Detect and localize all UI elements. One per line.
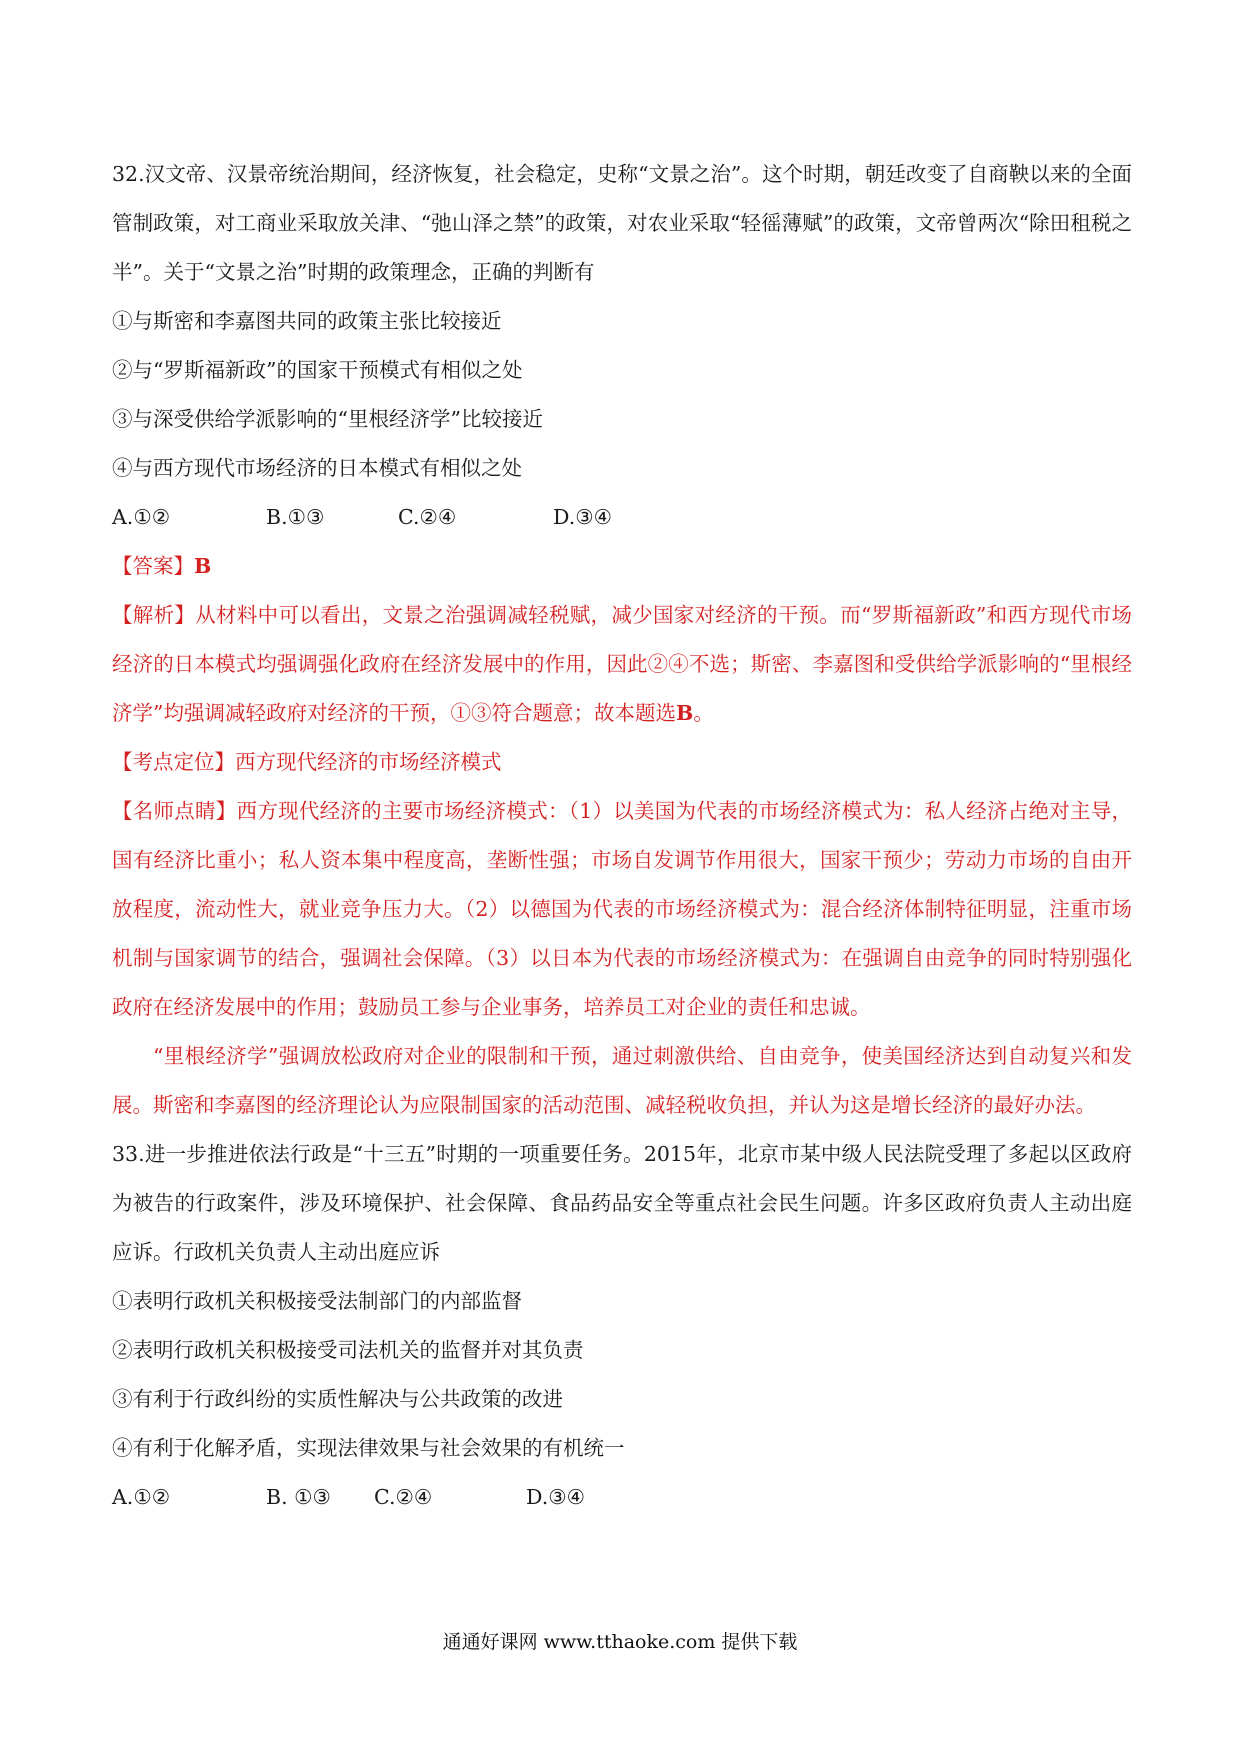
teacher-paragraph bbox=[112, 787, 1132, 1032]
option-c: C.②④ bbox=[374, 1485, 433, 1509]
page-footer: 通通好课网 www.tthaoke.com 提供下载 bbox=[442, 1631, 798, 1653]
analysis-answer: B bbox=[675, 701, 694, 725]
option-d: D.③④ bbox=[553, 505, 612, 529]
question-33-item-1: ①表明行政机关积极接受法制部门的内部监督 bbox=[112, 1289, 522, 1313]
question-33-options bbox=[112, 1473, 1132, 1522]
document-page bbox=[112, 150, 1132, 1522]
question-33-item-2: ②表明行政机关积极接受司法机关的监督并对其负责 bbox=[112, 1338, 584, 1362]
question-33-item-4: ④有利于化解矛盾，实现法律效果与社会效果的有机统一 bbox=[112, 1436, 625, 1460]
answer-line bbox=[112, 542, 1132, 591]
answer-value: B bbox=[194, 554, 212, 578]
option-a: A.①② bbox=[112, 1485, 171, 1509]
analysis-paragraph bbox=[112, 591, 1132, 738]
point-text: 西方现代经济的市场经济模式 bbox=[235, 750, 502, 774]
point-tag: 【考点定位】 bbox=[112, 750, 235, 774]
answer-tag: 【答案】 bbox=[112, 554, 194, 578]
teacher-tag: 【名师点睛】 bbox=[112, 799, 237, 823]
point-line bbox=[112, 738, 1132, 787]
question-32-options bbox=[112, 493, 1132, 542]
analysis-text: 从材料中可以看出，文景之治强调减轻税赋，减少国家对经济的干预。而“罗斯福新政”和西方现代市场经济的日本模式均强调强化政府在经济发展中的作用，因此②④不选；斯密、李嘉图和受供给学派影响的“里根经济学”均强调减轻政府对经济的干预，①③符合题意；故本题选 bbox=[112, 603, 1132, 725]
option-c: C.②④ bbox=[398, 505, 457, 529]
question-33-item-3: ③有利于行政纠纷的实质性解决与公共政策的改进 bbox=[112, 1387, 563, 1411]
question-32-item-4: ④与西方现代市场经济的日本模式有相似之处 bbox=[112, 456, 522, 480]
option-a: A.①② bbox=[112, 505, 171, 529]
analysis-tag: 【解析】 bbox=[112, 603, 196, 627]
question-32-item-2: ②与“罗斯福新政”的国家干预模式有相似之处 bbox=[112, 358, 523, 382]
option-b: B. ①③ bbox=[266, 1485, 331, 1509]
analysis-period: 。 bbox=[693, 701, 714, 725]
teacher-text: 西方现代经济的主要市场经济模式：（1）以美国为代表的市场经济模式为：私人经济占绝对主导，国有经济比重小；私人资本集中程度高，垄断性强；市场自发调节作用很大，国家干预少；劳动力市场的自由开放程度，流动性大，就业竞争压力大。（2）以德国为代表的市场经济模式为：混合经济体制特征明显，注重市场机制与国家调节的结合，强调社会保障。（3）以日本为代表的市场经济模式为：在强调自由竞争的同时特别强化政府在经济发展中的作用；鼓励员工参与企业事务，培养员工对企业的责任和忠诚。 bbox=[112, 799, 1133, 1019]
question-33-stem: 33.进一步推进依法行政是“十三五”时期的一项重要任务。2015年，北京市某中级人民法院受理了多起以区政府为被告的行政案件，涉及环境保护、社会保障、食品药品安全等重点社会民生问题。许多区政府负责人主动出庭应诉。行政机关负责人主动出庭应诉 bbox=[112, 1142, 1132, 1264]
question-32-stem: 32.汉文帝、汉景帝统治期间，经济恢复，社会稳定，史称“文景之治”。这个时期，朝廷改变了自商鞅以来的全面管制政策，对工商业采取放关津、“弛山泽之禁”的政策，对农业采取“轻徭薄赋”的政策，文帝曾两次“除田租税之半”。关于“文景之治”时期的政策理念，正确的判断有 bbox=[112, 162, 1132, 284]
option-b: B.①③ bbox=[266, 505, 325, 529]
option-d: D.③④ bbox=[526, 1485, 585, 1509]
question-32-item-1: ①与斯密和李嘉图共同的政策主张比较接近 bbox=[112, 309, 502, 333]
teacher-paragraph-2: “里根经济学”强调放松政府对企业的限制和干预，通过刺激供给、自由竞争，使美国经济达到自动复兴和发展。斯密和李嘉图的经济理论认为应限制国家的活动范围、减轻税收负担，并认为这是增长经济的最好办法。 bbox=[112, 1044, 1132, 1117]
question-32-item-3: ③与深受供给学派影响的“里根经济学”比较接近 bbox=[112, 407, 543, 431]
